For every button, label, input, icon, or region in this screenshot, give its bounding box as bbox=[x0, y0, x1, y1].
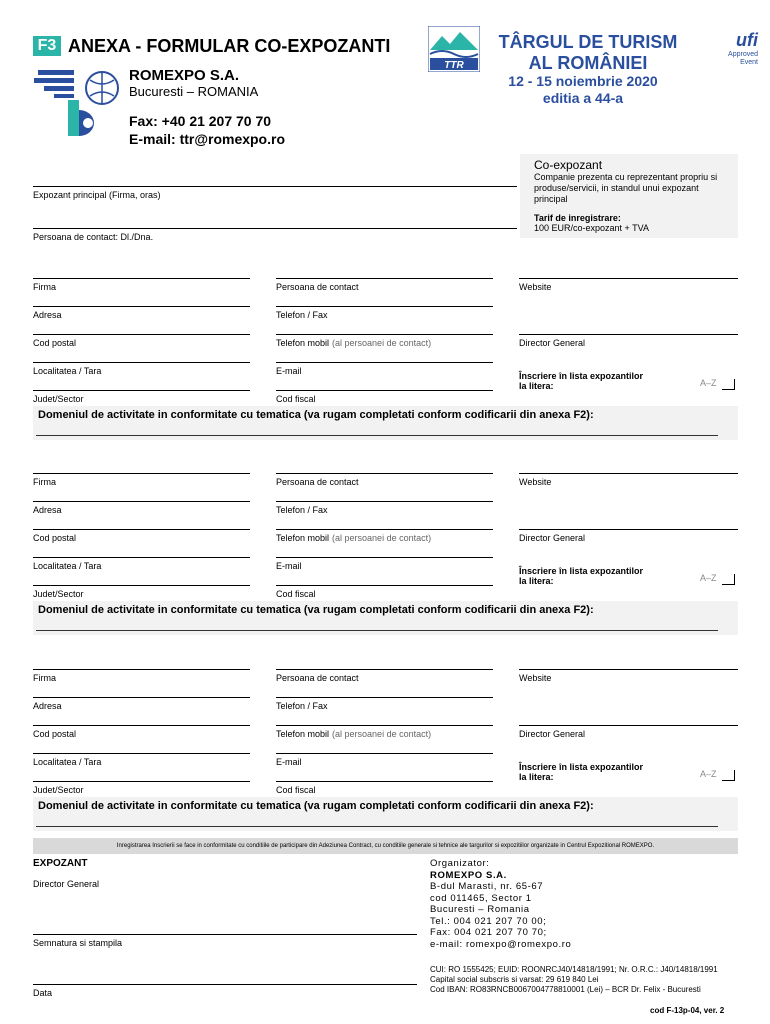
block3-adresa-field[interactable] bbox=[33, 697, 250, 698]
block1-firma-field[interactable] bbox=[33, 278, 250, 279]
organizer-address-3: Bucuresti – Romania bbox=[430, 904, 530, 915]
expozant-principal-label: Expozant principal (Firma, oras) bbox=[33, 190, 161, 200]
ufi-event: Event bbox=[740, 59, 758, 66]
block1-telefon-fax-label: Telefon / Fax bbox=[276, 310, 328, 320]
event-title bbox=[483, 32, 693, 74]
block1-judet-label: Judet/Sector bbox=[33, 394, 84, 404]
block2-localitate-label: Localitatea / Tara bbox=[33, 561, 102, 571]
block1-localitate-field[interactable] bbox=[33, 362, 250, 363]
block2-telefon-fax-label: Telefon / Fax bbox=[276, 505, 328, 515]
block1-inscriere-label: Înscriere în lista expozantilor bbox=[519, 371, 644, 381]
block3-telefon-mobil-label bbox=[276, 729, 431, 739]
company-legal-info bbox=[430, 965, 718, 995]
block3-judet-field[interactable] bbox=[33, 781, 250, 782]
block2-telefon-mobil-note: (al persoanei de contact) bbox=[332, 533, 432, 543]
block2-judet-field[interactable] bbox=[33, 585, 250, 586]
block1-cod-postal-label: Cod postal bbox=[33, 338, 77, 348]
block3-telefon-fax-label: Telefon / Fax bbox=[276, 701, 328, 711]
block3-email-field[interactable] bbox=[276, 753, 493, 754]
block3-cod-postal-label: Cod postal bbox=[33, 729, 77, 739]
block1-firma-label: Firma bbox=[33, 282, 56, 292]
block2-email-field[interactable] bbox=[276, 557, 493, 558]
block1-director-label: Director General bbox=[519, 338, 586, 348]
email-text: E-mail: ttr@romexpo.ro bbox=[129, 131, 286, 147]
ttr-logo-text: TTR bbox=[444, 60, 464, 71]
block3-localitate-label: Localitatea / Tara bbox=[33, 757, 102, 767]
block2-adresa-label: Adresa bbox=[33, 505, 62, 515]
event-title-line1: TÂRGUL DE TURISM bbox=[498, 32, 678, 52]
block2-cod-postal-field[interactable] bbox=[33, 529, 250, 530]
block1-telefon-mobil-text: Telefon mobil bbox=[276, 338, 330, 348]
block2-persoana-label: Persoana de contact bbox=[276, 477, 359, 487]
block2-cod-fiscal-field[interactable] bbox=[276, 585, 493, 586]
block3-cod-fiscal-label: Cod fiscal bbox=[276, 785, 316, 795]
block3-domeniu-field[interactable] bbox=[36, 826, 718, 827]
block1-website-field[interactable] bbox=[519, 278, 738, 279]
ufi-logo-text: ufi bbox=[736, 30, 758, 50]
block2-email-label: E-mail bbox=[276, 561, 302, 571]
block3-cod-postal-field[interactable] bbox=[33, 725, 250, 726]
block2-persoana-field[interactable] bbox=[276, 473, 493, 474]
fax-text: Fax: +40 21 207 70 70 bbox=[129, 113, 272, 129]
block2-telefon-mobil-label bbox=[276, 533, 431, 543]
terms-text: Inregistrarea Inscrierii se face in conformitate cu conditiile de participare din Adeziunea Contract, cu conditiile generale si tehnice ale targurilor si expozitiilor organizate in Centrul Expozitional ROMEXPO. bbox=[33, 838, 738, 854]
block2-cod-postal-label: Cod postal bbox=[33, 533, 77, 543]
block3-persoana-field[interactable] bbox=[276, 669, 493, 670]
contact-person-label: Persoana de contact: Dl./Dna. bbox=[33, 232, 154, 242]
block2-telefon-fax-field[interactable] bbox=[276, 501, 493, 502]
block3-domeniu-label: Domeniul de activitate in conformitate cu tematica (va rugam completati conform codificarii din anexa F2): bbox=[38, 800, 594, 812]
block1-email-label: E-mail bbox=[276, 366, 302, 376]
block2-localitate-field[interactable] bbox=[33, 557, 250, 558]
block3-az-hint: A–Z bbox=[700, 769, 717, 779]
block3-localitate-field[interactable] bbox=[33, 753, 250, 754]
expozant-principal-field[interactable] bbox=[33, 186, 517, 187]
block2-cod-fiscal-label: Cod fiscal bbox=[276, 589, 316, 599]
organizer-email: e-mail: romexpo@romexpo.ro bbox=[430, 938, 572, 950]
document-code: cod F-13p-04, ver. 2 bbox=[650, 1006, 725, 1015]
ufi-logo bbox=[703, 30, 758, 67]
organizer-city: Bucuresti – ROMANIA bbox=[129, 84, 259, 99]
expozant-heading: EXPOZANT bbox=[33, 858, 88, 869]
date-label: Data bbox=[33, 988, 53, 998]
block2-domeniu-field[interactable] bbox=[36, 630, 718, 631]
block2-inscriere-label: Înscriere în lista expozantilor bbox=[519, 566, 644, 576]
form-title: ANEXA - FORMULAR CO-EXPOZANTI bbox=[68, 36, 391, 56]
romexpo-logo-icon bbox=[30, 66, 125, 138]
block1-website-label: Website bbox=[519, 282, 552, 292]
block3-director-field[interactable] bbox=[519, 725, 738, 726]
form-badge: F3 bbox=[33, 36, 61, 56]
block1-email-field[interactable] bbox=[276, 362, 493, 363]
block3-judet-label: Judet/Sector bbox=[33, 785, 84, 795]
block3-cod-fiscal-field[interactable] bbox=[276, 781, 493, 782]
organizer-block bbox=[430, 858, 571, 950]
block2-director-label: Director General bbox=[519, 533, 586, 543]
block2-judet-label: Judet/Sector bbox=[33, 589, 84, 599]
contact-person-field[interactable] bbox=[33, 228, 517, 229]
block1-inscriere-litera: la litera: bbox=[519, 381, 554, 391]
organizer-fax: Fax: 004 021 207 70 70; bbox=[430, 927, 547, 938]
block3-firma-label: Firma bbox=[33, 673, 56, 683]
block3-adresa-label: Adresa bbox=[33, 701, 62, 711]
director-signature-label: Director General bbox=[33, 879, 100, 889]
event-title-line2: AL ROMÂNIEI bbox=[528, 53, 648, 73]
block3-email-label: E-mail bbox=[276, 757, 302, 767]
cui-text: CUI: RO 1555425; EUID: ROONRCJ40/14818/1991; Nr. O.R.C.: J40/14818/1991 bbox=[430, 965, 718, 974]
signature-label: Semnatura si stampila bbox=[33, 938, 123, 948]
capital-text: Capital social subscris si varsat: 29 619 840 Lei bbox=[430, 975, 599, 984]
block1-localitate-label: Localitatea / Tara bbox=[33, 366, 102, 376]
event-details bbox=[478, 73, 688, 107]
block2-inscriere-litera: la litera: bbox=[519, 576, 554, 586]
block2-firma-field[interactable] bbox=[33, 473, 250, 474]
event-edition: editia a 44-a bbox=[542, 90, 624, 106]
block3-telefon-fax-field[interactable] bbox=[276, 697, 493, 698]
ttr-logo-icon bbox=[428, 26, 480, 72]
block2-website-field[interactable] bbox=[519, 473, 738, 474]
organizer-tel: Tel.: 004 021 207 70 00; bbox=[430, 915, 547, 927]
block1-adresa-field[interactable] bbox=[33, 306, 250, 307]
block1-domeniu-field[interactable] bbox=[36, 435, 718, 436]
coexpozant-title: Co-expozant bbox=[534, 158, 603, 172]
block1-domeniu-label: Domeniul de activitate in conformitate cu tematica (va rugam completati conform codificarii din anexa F2): bbox=[38, 409, 594, 421]
organizer-name: ROMEXPO S.A. bbox=[129, 67, 240, 84]
block3-inscriere-litera: la litera: bbox=[519, 772, 554, 782]
block3-inscriere-label: Înscriere în lista expozantilor bbox=[519, 762, 644, 772]
event-dates: 12 - 15 noiembrie 2020 bbox=[508, 73, 658, 89]
block2-website-label: Website bbox=[519, 477, 552, 487]
tarif-label: Tarif de inregistrare: bbox=[534, 213, 621, 223]
block3-website-field[interactable] bbox=[519, 669, 738, 670]
block3-telefon-mobil-note: (al persoanei de contact) bbox=[332, 729, 432, 739]
block3-persoana-label: Persoana de contact bbox=[276, 673, 359, 683]
block1-director-field[interactable] bbox=[519, 334, 738, 335]
coexpozant-description: Companie prezenta cu reprezentant propriu si produse/servicii, in standul unui expozant principal bbox=[534, 172, 718, 204]
block3-director-label: Director General bbox=[519, 729, 586, 739]
block1-telefon-mobil-note: (al persoanei de contact) bbox=[332, 338, 432, 348]
block3-telefon-mobil-field[interactable] bbox=[276, 725, 493, 726]
block3-firma-field[interactable] bbox=[33, 669, 250, 670]
block2-telefon-mobil-field[interactable] bbox=[276, 529, 493, 530]
contact-info bbox=[129, 112, 285, 148]
block2-az-hint: A–Z bbox=[700, 573, 717, 583]
block1-judet-field[interactable] bbox=[33, 390, 250, 391]
iban-text: Cod IBAN: RO83RNCB0067004778810001 (Lei) – BCR Dr. Felix - Bucuresti bbox=[430, 985, 701, 994]
block2-telefon-mobil-text: Telefon mobil bbox=[276, 533, 330, 543]
block1-letter-field[interactable] bbox=[722, 379, 735, 390]
block2-adresa-field[interactable] bbox=[33, 501, 250, 502]
organizer-label: Organizator: bbox=[430, 858, 490, 869]
block2-director-field[interactable] bbox=[519, 529, 738, 530]
block1-adresa-label: Adresa bbox=[33, 310, 62, 320]
block1-cod-postal-field[interactable] bbox=[33, 334, 250, 335]
ufi-approved: Approved bbox=[728, 51, 758, 58]
block2-letter-field[interactable] bbox=[722, 574, 735, 585]
organizer-address-1: B-dul Marasti, nr. 65-67 bbox=[430, 881, 544, 892]
block3-letter-field[interactable] bbox=[722, 770, 735, 781]
block3-telefon-mobil-text: Telefon mobil bbox=[276, 729, 330, 739]
organizer-company: ROMEXPO S.A. bbox=[430, 869, 507, 881]
block2-firma-label: Firma bbox=[33, 477, 56, 487]
block1-cod-fiscal-field[interactable] bbox=[276, 390, 493, 391]
organizer-address-2: cod 011465, Sector 1 bbox=[430, 892, 532, 904]
block1-persoana-label: Persoana de contact bbox=[276, 282, 359, 292]
block2-domeniu-label: Domeniul de activitate in conformitate cu tematica (va rugam completati conform codificarii din anexa F2): bbox=[38, 604, 594, 616]
date-field[interactable] bbox=[33, 984, 417, 985]
signature-field[interactable] bbox=[33, 934, 417, 935]
block1-az-hint: A–Z bbox=[700, 378, 717, 388]
tarif-value: 100 EUR/co-expozant + TVA bbox=[534, 223, 649, 233]
block1-telefon-fax-field[interactable] bbox=[276, 306, 493, 307]
block3-website-label: Website bbox=[519, 673, 552, 683]
block1-telefon-mobil-label bbox=[276, 338, 431, 348]
block1-cod-fiscal-label: Cod fiscal bbox=[276, 394, 316, 404]
block1-persoana-field[interactable] bbox=[276, 278, 493, 279]
block1-telefon-mobil-field[interactable] bbox=[276, 334, 493, 335]
